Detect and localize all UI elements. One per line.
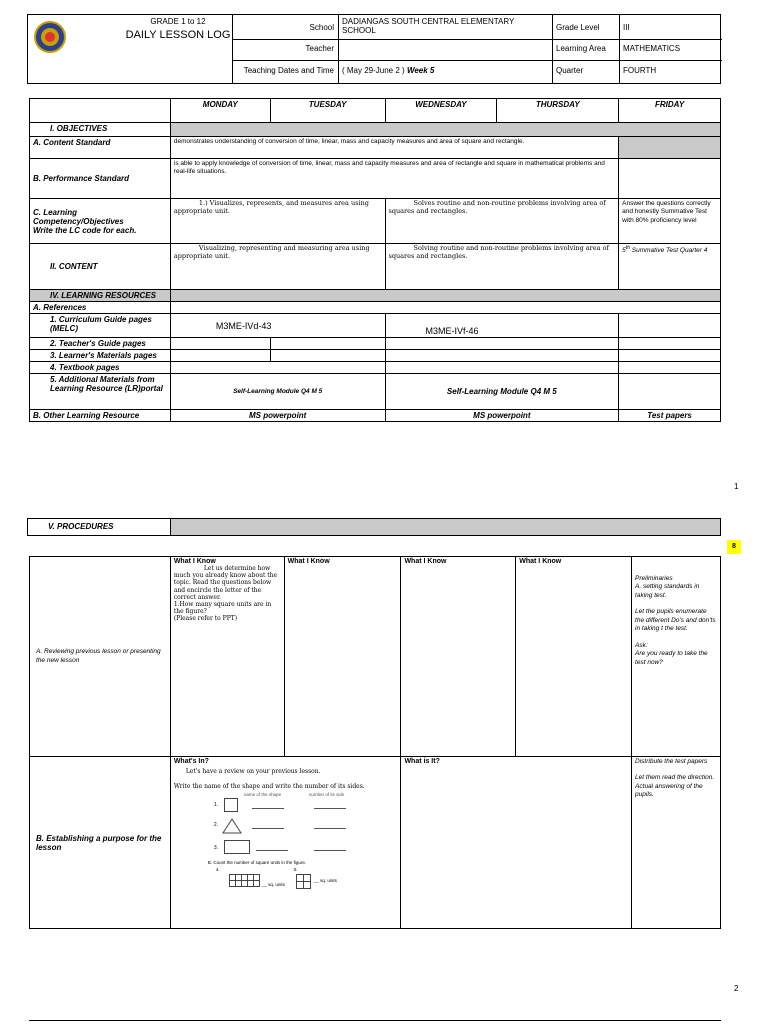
grid-figure-5 [296, 874, 312, 890]
quarter-label: Quarter [556, 66, 584, 75]
olr-wed: MS powerpoint [385, 410, 619, 422]
deped-seal-icon [34, 21, 66, 53]
content-label: II. CONTENT [30, 244, 171, 290]
references-row [30, 302, 721, 314]
header-block [27, 14, 721, 84]
olr-label: B. Other Learning Resource [30, 410, 171, 422]
comment-badge: 8 [727, 540, 741, 554]
content-standard-label: A. Content Standard [30, 137, 171, 159]
curriculum-guide-row [30, 314, 721, 338]
procedures-bar [27, 518, 721, 536]
day-monday: MONDAY [170, 99, 270, 123]
content-standard-text: demonstrates understanding of conversion of time, linear, mass and capacity measures and area of square and rectangle. [170, 137, 618, 159]
teacher-label: Teacher [305, 44, 334, 53]
cg-wed: M3ME-IVf-46 [385, 314, 619, 338]
olr-fri: Test papers [619, 410, 721, 422]
textbook-row [30, 362, 721, 374]
shape-worksheet: name of the shape number of its side 1. 2. 3. B. Count the number of square units in the figure. 4. __ sq. units 5. __ sq. units [174, 790, 398, 900]
content-fri: 5th Summative Test Quarter 4 [619, 244, 721, 290]
col-name: name of the shape [243, 792, 282, 798]
what-i-know-mon: What I Know [173, 558, 216, 565]
tg-label: 2. Teacher's Guide pages [30, 338, 171, 350]
col-sides: number of its side [308, 792, 345, 798]
procedures-label: V. PROCEDURES [28, 519, 171, 535]
objectives-row [30, 123, 721, 137]
am-mon: Self-Learning Module Q4 M 5 [170, 374, 385, 410]
procedure-a-row [30, 557, 721, 757]
quarter-value: FOURTH [623, 66, 657, 75]
page-number-1: 1 [734, 482, 739, 491]
whats-in-heading: What's In? [173, 758, 209, 765]
content-row [30, 244, 721, 290]
procedures-table [29, 556, 721, 929]
resources-label: IV. LEARNING RESOURCES [30, 290, 171, 302]
grade-range: GRADE 1 to 12 [150, 17, 206, 26]
resources-row [30, 290, 721, 302]
learners-materials-row [30, 350, 721, 362]
competency-row [30, 199, 721, 244]
day-tuesday: TUESDAY [270, 99, 385, 123]
learning-area-label: Learning Area [556, 44, 606, 53]
grid-figure-4 [229, 874, 261, 888]
procedure-b-label: B. Establishing a purpose for the lesson [30, 757, 171, 929]
what-i-know-wed: What I Know [404, 558, 447, 565]
performance-label: B. Performance Standard [30, 159, 171, 199]
count-task: B. Count the number of square units in the figure. [207, 860, 307, 866]
school-value: DADIANGAS SOUTH CENTRAL ELEMENTARY SCHOOL [342, 17, 515, 35]
competency-label: C. Learning Competency/Objectives Write the LC code for each. [30, 199, 171, 244]
grade-level-value: III [623, 23, 630, 32]
objectives-label: I. OBJECTIVES [30, 123, 171, 137]
week-value: Week 5 [406, 66, 435, 75]
log-title: DAILY LESSON LOG [125, 29, 231, 41]
teachers-guide-row [30, 338, 721, 350]
what-i-know-tue: What I Know [287, 558, 330, 565]
dates-value: ( May 29-June 2 ) Week 5 [342, 66, 435, 75]
page-number-2: 2 [734, 984, 739, 993]
learning-area-value: MATHEMATICS [623, 44, 681, 53]
day-thursday: THURSDAY [497, 99, 619, 123]
content-wed: Solving routine and non-routine problems involving area of squares and rectangles. [385, 244, 619, 290]
other-resource-row [30, 410, 721, 422]
procedure-b-row [30, 757, 721, 929]
day-header-row [30, 99, 721, 123]
cg-label: 1. Curriculum Guide pages (MELC) [30, 314, 171, 338]
competency-fri: Answer the questions correctly and honestly Summative Test with 80% proficiency level [619, 199, 721, 244]
school-label: School [309, 23, 334, 32]
references-label: A. References [30, 302, 171, 314]
triangle-shape [222, 818, 242, 834]
tb-label: 4. Textbook pages [30, 362, 171, 374]
grade-level-label: Grade Level [556, 23, 600, 32]
what-is-it-heading: What is It? [404, 758, 440, 765]
procedure-a-mon [170, 557, 284, 757]
performance-row [30, 159, 721, 199]
next-page-table-edge [29, 1020, 721, 1024]
additional-materials-row [30, 374, 721, 410]
what-i-know-text: Let us determine how much you already know about the topic. Read the questions below and encircle the letter of the correct answer. 1.How many square units are in the figure? (Please refer to PPT) [173, 565, 278, 623]
lm-label: 3. Learner's Materials pages [30, 350, 171, 362]
am-label: 5. Additional Materials from Learning Resource (LR)portal [30, 374, 171, 410]
competency-mon: 1.) Visualizes, represents, and measures area using appropriate unit. [170, 199, 385, 244]
procedure-b-mon [170, 757, 401, 929]
procedure-b-fri: Distribute the test papers Let them read the direction. Actual answering of the pupils. [632, 757, 721, 929]
content-standard-row [30, 137, 721, 159]
lesson-table [29, 98, 721, 422]
what-i-know-thu: What I Know [519, 558, 562, 565]
olr-mon: MS powerpoint [170, 410, 385, 422]
performance-text: is able to apply knowledge of conversion of time, linear, mass and capacity measures and area of rectangle and square in mathematical problems and real-life situations. [170, 159, 618, 199]
competency-wed: Solves routine and non-routine problems involving area of squares and rectangles. [385, 199, 619, 244]
rectangle-shape [224, 840, 250, 854]
whats-in-task: Write the name of the shape and write the number of its sides. [173, 783, 365, 791]
dates-label: Teaching Dates and Time [243, 66, 334, 75]
square-shape [224, 798, 238, 812]
procedure-a-fri: Preliminaries A. setting standards in taking test. Let the pupils enumerate the different Do's and don'ts in taking t the test. Ask: Are you ready to take the test now? [632, 557, 721, 757]
am-wed: Self-Learning Module Q4 M 5 [385, 374, 619, 410]
whats-in-text: Let's have a review on your previous lesson. [185, 768, 321, 775]
content-mon: Visualizing, representing and measuring area using appropriate unit. [170, 244, 385, 290]
procedure-a-label: A. Reviewing previous lesson or presenting the new lesson [30, 557, 171, 757]
cg-mon: M3ME-IVd-43 [170, 314, 385, 338]
day-wednesday: WEDNESDAY [385, 99, 497, 123]
day-friday: FRIDAY [619, 99, 721, 123]
